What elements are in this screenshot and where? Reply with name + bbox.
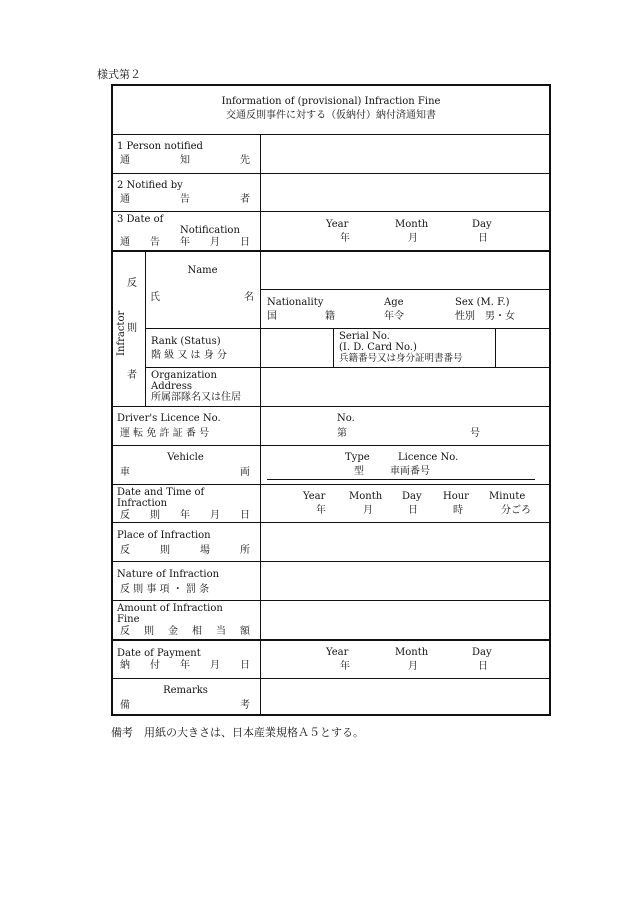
divider xyxy=(111,173,551,174)
column-divider xyxy=(260,134,261,716)
divider xyxy=(145,328,551,329)
payment-month-en: Month xyxy=(395,647,429,658)
infraction-year-en: Year xyxy=(303,491,326,502)
date-notification-label-ja: 通 告 年 月 日 xyxy=(120,237,250,248)
infraction-month-ja: 月 xyxy=(363,505,373,516)
organization-label-en2: Address xyxy=(151,381,192,392)
vehicle-licence-ja: 車両番号 xyxy=(390,466,430,477)
rank-label-ja: 階 級 又 は 身 分 xyxy=(151,350,227,361)
amount-label-ja: 反 則 金 相 当 額 xyxy=(120,626,250,637)
divider xyxy=(111,561,551,562)
remarks-label-en: Remarks xyxy=(163,685,208,696)
infraction-day-en: Day xyxy=(402,491,422,502)
infraction-datetime-label-en2: Infraction xyxy=(117,498,168,509)
licence-no-ja-prefix: 第 xyxy=(337,428,347,439)
place-label-ja: 反 則 場 所 xyxy=(120,545,250,556)
vehicle-label-ja: 車 両 xyxy=(120,467,250,478)
notification-day-en: Day xyxy=(472,219,492,230)
date-notification-label-en1: 3 Date of xyxy=(117,214,164,225)
sex-label-ja: 性別 男・女 xyxy=(455,311,515,322)
age-label-en: Age xyxy=(384,297,404,308)
column-divider xyxy=(495,328,496,367)
licence-no-ja-suffix: 号 xyxy=(470,428,480,439)
divider xyxy=(111,211,551,212)
infraction-datetime-label-en1: Date and Time of xyxy=(117,487,205,498)
divider xyxy=(111,134,551,135)
vehicle-licence-en: Licence No. xyxy=(398,452,459,463)
payment-year-ja: 年 xyxy=(340,661,350,672)
amount-label-en2: Fine xyxy=(117,614,140,625)
nature-label-en: Nature of Infraction xyxy=(117,569,220,580)
licence-label-en: Driver's Licence No. xyxy=(117,413,221,424)
divider xyxy=(111,600,551,601)
name-label-en: Name xyxy=(187,265,218,276)
divider xyxy=(111,250,551,252)
notification-day-ja: 日 xyxy=(478,233,488,244)
person-notified-label-en: 1 Person notified xyxy=(117,141,203,152)
serial-label-en2: (I. D. Card No.) xyxy=(339,342,417,353)
sex-label-en: Sex (M. F.) xyxy=(455,297,510,308)
person-notified-label-ja: 通 知 先 xyxy=(120,155,250,166)
rank-label-en: Rank (Status) xyxy=(151,336,221,347)
place-label-en: Place of Infraction xyxy=(117,530,211,541)
form-number-label: 様式第２ xyxy=(97,68,141,81)
infraction-hour-en: Hour xyxy=(443,491,469,502)
organization-label-en1: Organization xyxy=(151,370,217,381)
payment-day-ja: 日 xyxy=(478,661,488,672)
infraction-minute-ja: 分ごろ xyxy=(501,505,531,516)
divider xyxy=(111,484,551,485)
footer-note: 備考 用紙の大きさは、日本産業規格Ａ５とする。 xyxy=(111,726,364,739)
divider xyxy=(111,406,551,407)
divider xyxy=(111,445,551,446)
divider xyxy=(145,367,551,368)
notification-year-ja: 年 xyxy=(340,233,350,244)
nationality-label-ja: 国 籍 xyxy=(267,311,335,322)
infraction-day-ja: 日 xyxy=(408,505,418,516)
infraction-hour-ja: 時 xyxy=(453,505,463,516)
infractor-label-en: Infractor xyxy=(116,310,127,356)
notified-by-label-ja: 通 告 者 xyxy=(120,194,250,205)
notification-month-en: Month xyxy=(395,219,429,230)
vehicle-label-en: Vehicle xyxy=(167,452,204,463)
date-notification-label-en2: Notification xyxy=(180,225,240,236)
vehicle-entry-line xyxy=(267,479,535,480)
column-divider xyxy=(333,328,334,367)
title-english: Information of (provisional) Infraction Fine xyxy=(221,96,441,107)
divider xyxy=(111,678,551,679)
title-japanese: 交通反則事件に対する（仮納付）納付済通知書 xyxy=(226,110,436,121)
payment-month-ja: 月 xyxy=(408,661,418,672)
divider xyxy=(261,289,551,290)
remarks-label-ja: 備 考 xyxy=(120,700,250,711)
licence-label-ja: 運 転 免 許 証 番 号 xyxy=(120,428,210,439)
notified-by-label-en: 2 Notified by xyxy=(117,180,183,191)
payment-year-en: Year xyxy=(326,647,349,658)
divider xyxy=(111,639,551,641)
divider xyxy=(111,522,551,523)
organization-label-ja: 所属部隊名又は住居 xyxy=(151,392,241,403)
amount-label-en1: Amount of Infraction xyxy=(117,603,223,614)
infractor-label-ja-1: 反 xyxy=(127,278,137,289)
infraction-month-en: Month xyxy=(349,491,383,502)
infraction-year-ja: 年 xyxy=(316,505,326,516)
notification-year-en: Year xyxy=(326,219,349,230)
infractor-label-ja-2: 則 xyxy=(127,323,137,334)
payment-label-en: Date of Payment xyxy=(117,648,201,659)
infraction-datetime-label-ja: 反 則 年 月 日 xyxy=(120,510,250,521)
age-label-ja: 年令 xyxy=(384,311,404,322)
nature-label-ja: 反 則 事 項 ・ 罰 条 xyxy=(120,584,210,595)
payment-day-en: Day xyxy=(472,647,492,658)
name-label-ja: 氏 名 xyxy=(150,292,254,303)
payment-label-ja: 納 付 年 月 日 xyxy=(120,660,250,671)
infraction-minute-en: Minute xyxy=(489,491,526,502)
notification-month-ja: 月 xyxy=(408,233,418,244)
infractor-label-ja-3: 者 xyxy=(127,370,137,381)
serial-label-ja: 兵籍番号又は身分証明書番号 xyxy=(339,353,463,364)
serial-label-en1: Serial No. xyxy=(339,331,390,342)
vehicle-type-ja: 型 xyxy=(354,466,364,477)
licence-no-en: No. xyxy=(337,413,355,424)
nationality-label-en: Nationality xyxy=(267,297,324,308)
vehicle-type-en: Type xyxy=(345,452,370,463)
